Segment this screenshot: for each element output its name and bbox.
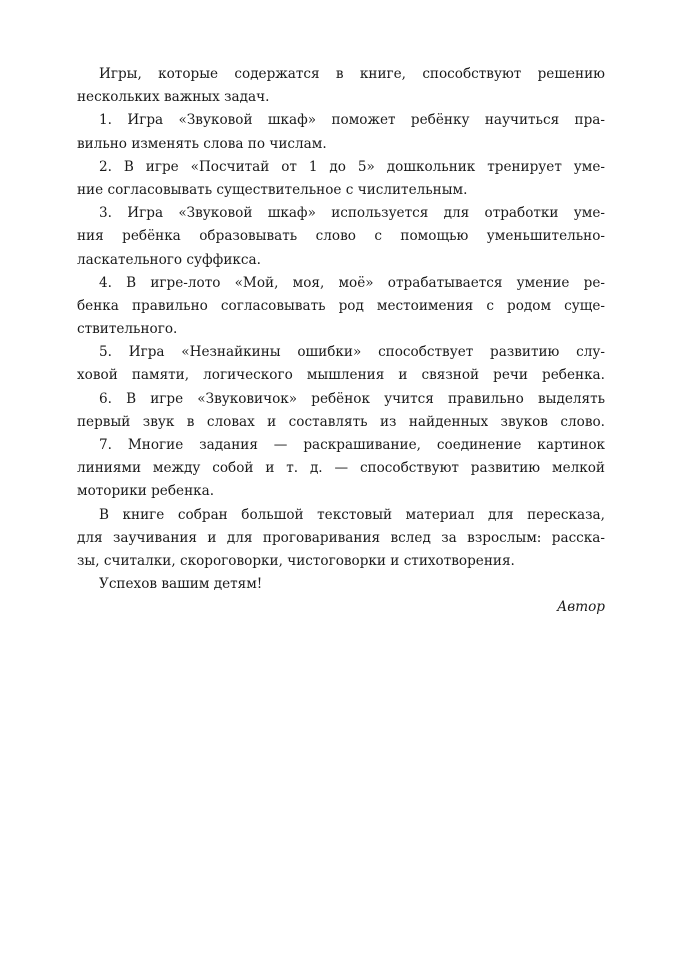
text-line: 1. Игра «Звуковой шкаф» поможет ребёнку научиться пра- [99, 112, 605, 129]
text-line: вильно изменять слова по числам. [77, 135, 327, 152]
text-line: Успехов вашим детям! [99, 576, 263, 593]
author-signature: Автор [557, 599, 605, 616]
text-line: ховой памяти, логического мышления и связной речи ребенка. [77, 367, 605, 384]
text-line: 7. Многие задания — раскрашивание, соединение картинок [99, 437, 605, 453]
text-line: ствительного. [77, 321, 178, 338]
text-line: моторики ребенка. [77, 483, 215, 500]
text-line: первый звук в словах и составлять из найденных звуков слово. [77, 413, 605, 430]
text-line: В книге собран большой текстовый материал для пересказа, [99, 506, 605, 523]
text-line: 4. В игре-лото «Мой, моя, моё» отрабатывается умение ре- [99, 274, 605, 291]
text-line: нескольких важных задач. [77, 89, 270, 106]
text-line: бенка правильно согласовывать род местоимения с родом суще- [77, 297, 605, 314]
text-line: линиями между собой и т. д. — способствуют развитию мелкой [77, 460, 605, 477]
text-line: Игры, которые содержатся в книге, способствуют решению [99, 66, 605, 82]
text-line: 5. Игра «Незнайкины ошибки» способствует развитию слу- [99, 344, 605, 361]
text-line: для заучивания и для проговаривания вслед за взрослым: расска- [77, 529, 605, 546]
text-line: ласкательного суффикса. [77, 251, 261, 268]
text-line: ние согласовывать существительное с числительным. [77, 181, 468, 198]
text-line: 6. В игре «Звуковичок» ребёнок учится правильно выделять [99, 390, 605, 407]
text-line: ния ребёнка образовывать слово с помощью уменьшительно- [77, 228, 605, 245]
preface-text [77, 63, 605, 620]
text-line: зы, считалки, скороговорки, чистоговорки и стихотворения. [77, 552, 515, 569]
text-line: 3. Игра «Звуковой шкаф» используется для отработки уме- [99, 205, 605, 222]
text-line: 2. В игре «Посчитай от 1 до 5» дошкольник тренирует уме- [99, 158, 605, 175]
